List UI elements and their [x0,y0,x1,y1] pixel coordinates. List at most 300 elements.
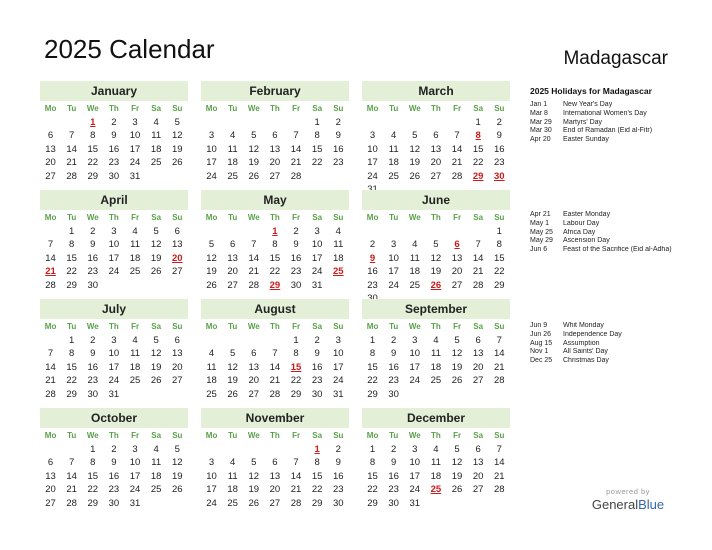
day-cell: 24 [409,484,421,496]
day-cell: 14 [45,361,56,373]
weekday-label: Mo [366,213,379,222]
day-cell: 22 [367,375,378,387]
month-days-grid [40,319,188,401]
day-cell: 16 [388,361,399,373]
weekday-label: Mo [44,104,57,113]
day-cell: 9 [314,348,320,360]
day-cell: 20 [248,375,260,387]
day-cell: 2 [90,335,96,346]
day-cell: 12 [227,361,238,373]
empty-day [447,225,468,238]
day-cell: 5 [153,226,159,237]
day-cell: 25 [150,484,162,496]
weekday-label: Mo [366,322,379,331]
day-cell: 13 [269,143,281,155]
month-december [362,408,510,510]
day-cell: 8 [272,239,278,251]
day-cell: 20 [472,470,484,482]
day-cell: 8 [69,348,75,360]
holiday-day: 1 [90,117,96,128]
day-cell: 2 [496,117,502,128]
day-cell: 14 [45,252,56,264]
empty-day [243,116,264,129]
day-cell: 26 [172,484,183,496]
day-cell: 26 [206,279,217,291]
day-cell: 24 [388,279,399,291]
day-cell: 16 [367,266,378,278]
month-days-grid [201,210,349,292]
day-cell: 24 [108,266,120,278]
weekday-label: Fr [292,213,301,222]
month-days-grid [201,101,349,183]
holiday-date: Mar 8 [530,109,548,117]
month-january [40,81,188,183]
day-cell: 15 [311,143,323,155]
weekday-label: Th [270,431,280,440]
day-cell: 15 [367,470,378,482]
month-days-grid [362,319,510,401]
day-cell: 23 [388,375,399,387]
day-cell: 21 [472,266,484,278]
day-cell: 25 [129,375,141,387]
holiday-name: Labour Day [563,219,600,227]
day-cell: 19 [206,266,217,278]
holidays-title: 2025 Holidays for Madagascar [530,86,652,96]
empty-day [264,443,285,456]
day-cell: 22 [367,484,378,496]
weekday-label: Mo [44,431,57,440]
day-cell: 31 [129,497,141,509]
empty-day [404,225,425,238]
day-cell: 25 [409,279,421,291]
day-cell: 14 [66,143,77,155]
empty-day [201,334,222,347]
day-cell: 26 [248,497,260,509]
weekday-label: Fr [131,322,140,331]
day-cell: 9 [90,239,96,251]
day-cell: 19 [409,157,421,169]
month-title: January [40,81,188,101]
day-cell: 8 [314,457,320,469]
day-cell: 28 [494,375,505,387]
day-cell: 18 [333,252,344,264]
weekday-label: Tu [389,431,399,440]
holiday-row [530,237,705,246]
day-cell: 6 [251,348,257,360]
holiday-name: Martyrs' Day [563,118,603,126]
weekday-label: Su [172,431,183,440]
day-cell: 4 [153,117,159,128]
weekday-label: Sa [151,322,162,331]
day-cell: 25 [150,157,162,169]
empty-day [404,116,425,129]
day-cell: 2 [369,239,376,251]
empty-day [286,116,307,129]
day-cell: 4 [433,444,439,455]
day-cell: 29 [87,497,99,509]
day-cell: 29 [367,388,378,400]
weekday-label: Sa [151,431,162,440]
day-cell: 12 [451,348,463,360]
day-cell: 14 [472,252,484,264]
holiday-row [530,322,705,331]
day-cell: 12 [430,252,442,264]
holiday-date: Nov 1 [530,348,549,356]
day-cell: 19 [227,375,238,387]
day-cell: 11 [409,252,420,264]
day-cell: 10 [388,252,399,264]
day-cell: 30 [311,388,323,400]
day-cell: 28 [290,497,302,509]
day-cell: 29 [87,170,99,182]
holiday-row [530,357,705,366]
day-cell: 12 [150,239,162,251]
day-cell: 1 [369,335,376,346]
weekday-label: Sa [312,104,323,113]
weekday-label: We [247,431,260,440]
day-cell: 13 [45,143,56,155]
day-cell: 11 [151,457,162,469]
day-cell: 15 [66,361,77,373]
day-cell: 11 [151,130,162,142]
day-cell: 31 [333,388,344,400]
day-cell: 1 [69,226,75,237]
day-cell: 27 [430,170,442,182]
day-cell: 21 [290,484,302,496]
weekday-label: Mo [44,322,57,331]
day-cell: 17 [311,252,323,264]
weekday-label: Tu [67,213,77,222]
holiday-day: 29 [472,170,484,182]
day-cell: 26 [451,484,463,496]
month-april [40,190,188,292]
brand-name-blue: Blue [638,497,665,512]
empty-day [383,116,404,129]
day-cell: 7 [454,130,460,142]
month-october [40,408,188,510]
day-cell: 31 [129,170,141,182]
holiday-name: All Saints' Day [563,348,608,356]
day-cell: 25 [227,170,238,182]
holiday-date: Mar 30 [530,127,552,135]
day-cell: 9 [496,130,502,142]
holiday-date: Apr 20 [530,136,551,144]
weekday-label: Th [431,104,441,113]
day-cell: 3 [132,117,138,128]
day-cell: 7 [496,335,502,346]
day-cell: 15 [472,143,484,155]
day-cell: 5 [174,444,180,455]
day-cell: 6 [475,335,481,346]
weekday-label: Tu [389,104,399,113]
day-cell: 2 [314,335,320,346]
day-cell: 2 [391,335,397,346]
day-cell: 5 [174,117,180,128]
day-cell: 3 [111,335,117,346]
holiday-row [530,229,705,238]
day-cell: 20 [45,484,56,496]
month-july [40,299,188,401]
day-cell: 11 [388,143,399,155]
day-cell: 6 [174,335,180,346]
day-cell: 20 [45,157,56,169]
day-cell: 4 [412,239,418,251]
weekday-label: Fr [453,322,462,331]
day-cell: 14 [290,470,302,482]
day-cell: 3 [111,226,117,237]
day-cell: 9 [111,130,117,142]
day-cell: 26 [172,157,183,169]
holiday-row [530,340,705,349]
day-cell: 31 [409,497,421,509]
day-cell: 12 [451,457,463,469]
day-cell: 10 [108,239,120,251]
day-cell: 17 [206,157,217,169]
day-cell: 26 [409,170,421,182]
empty-day [40,225,61,238]
day-cell: 7 [293,457,299,469]
day-cell: 17 [409,470,421,482]
weekday-label: Sa [312,213,323,222]
day-cell: 13 [248,361,260,373]
day-cell: 17 [409,361,421,373]
weekday-label: Tu [228,213,238,222]
weekday-label: Tu [389,322,399,331]
month-november [201,408,349,510]
day-cell: 1 [293,335,299,346]
empty-day [447,116,468,129]
holiday-name: New Year's Day [563,101,613,108]
day-cell: 23 [108,484,120,496]
empty-day [222,116,243,129]
holiday-date: May 25 [530,228,553,236]
day-cell: 24 [333,375,344,387]
holiday-row [530,246,705,255]
day-cell: 28 [45,279,56,291]
day-cell: 12 [172,457,183,469]
day-cell: 28 [66,170,77,182]
month-title: November [201,408,349,428]
day-cell: 1 [369,444,376,455]
day-cell: 19 [430,266,442,278]
month-days-grid [362,210,510,305]
day-cell: 11 [431,457,441,469]
powered-by-text: powered by [606,487,650,496]
day-cell: 13 [451,252,463,264]
empty-day [222,443,243,456]
day-cell: 8 [293,348,299,360]
day-cell: 17 [367,157,378,169]
day-cell: 26 [248,170,260,182]
weekday-label: Fr [131,104,140,113]
month-title: July [40,299,188,319]
day-cell: 10 [108,348,120,360]
day-cell: 3 [208,457,215,469]
weekday-label: Su [333,322,344,331]
month-september [362,299,510,401]
weekday-label: Fr [292,104,301,113]
holiday-row [530,348,705,357]
empty-day [201,443,222,456]
weekday-label: We [86,104,99,113]
day-cell: 28 [472,279,484,291]
day-cell: 12 [150,348,162,360]
weekday-label: Mo [44,213,57,222]
day-cell: 20 [227,266,238,278]
day-cell: 26 [150,375,162,387]
day-cell: 23 [108,157,120,169]
holiday-day: 8 [475,130,481,142]
day-cell: 30 [87,388,99,400]
day-cell: 12 [206,252,217,264]
day-cell: 28 [45,388,56,400]
day-cell: 23 [87,266,99,278]
holiday-list-q2 [530,211,705,255]
holiday-row [530,211,705,220]
month-title: April [40,190,188,210]
day-cell: 30 [108,170,120,182]
empty-day [243,225,264,238]
holiday-row [530,101,705,110]
weekday-label: Fr [453,104,462,113]
weekday-label: Sa [312,322,323,331]
day-cell: 22 [472,157,484,169]
day-cell: 30 [388,388,399,400]
day-cell: 25 [129,266,141,278]
holiday-date: May 1 [530,219,550,227]
day-cell: 1 [475,117,481,128]
day-cell: 27 [172,266,183,278]
holiday-name: International Women's Day [563,109,647,117]
weekday-label: Sa [473,104,484,113]
day-cell: 5 [251,130,257,142]
day-cell: 16 [87,361,99,373]
weekday-label: Tu [67,431,77,440]
day-cell: 6 [272,457,278,469]
empty-day [222,225,243,238]
day-cell: 20 [269,484,281,496]
day-cell: 21 [494,470,505,482]
day-cell: 6 [47,130,54,142]
day-cell: 9 [335,130,341,142]
day-cell: 2 [335,444,341,455]
weekday-label: Su [172,104,183,113]
day-cell: 18 [430,361,442,373]
month-days-grid [201,428,349,510]
weekday-label: Fr [292,431,301,440]
day-cell: 23 [333,484,344,496]
day-cell: 19 [172,143,183,155]
holiday-name: Christmas Day [563,357,609,365]
day-cell: 15 [269,252,281,264]
day-cell: 21 [494,361,505,373]
day-cell: 27 [172,375,183,387]
day-cell: 29 [367,497,378,509]
day-cell: 5 [433,239,439,251]
weekday-label: Th [109,431,119,440]
day-cell: 22 [494,266,505,278]
weekday-label: We [408,104,421,113]
day-cell: 24 [129,484,141,496]
holiday-row [530,119,705,128]
day-cell: 22 [311,157,323,169]
day-cell: 24 [409,375,421,387]
weekday-label: We [86,322,99,331]
month-title: May [201,190,349,210]
holiday-date: Aug 15 [530,339,553,347]
holiday-name: Assumption [563,339,600,347]
month-may [201,190,349,292]
day-cell: 18 [129,252,141,264]
weekday-label: We [247,213,260,222]
country-name: Madagascar [563,48,668,69]
weekday-label: Th [431,322,441,331]
day-cell: 5 [454,335,460,346]
day-cell: 4 [132,335,138,346]
empty-day [286,443,307,456]
day-cell: 19 [150,252,162,264]
day-cell: 9 [111,457,117,469]
weekday-label: Th [431,213,441,222]
day-cell: 4 [132,226,138,237]
weekday-label: Su [494,431,505,440]
weekday-label: Mo [366,104,379,113]
weekday-label: We [86,431,99,440]
holiday-name: Ascension Day [563,237,610,245]
day-cell: 15 [66,252,77,264]
day-cell: 13 [430,143,442,155]
day-cell: 25 [206,388,217,400]
day-cell: 27 [227,279,238,291]
day-cell: 22 [290,375,302,387]
day-cell: 17 [108,252,120,264]
month-june [362,190,510,305]
weekday-label: We [408,322,421,331]
day-cell: 23 [333,157,344,169]
day-cell: 16 [388,470,399,482]
day-cell: 11 [431,348,441,360]
day-cell: 21 [248,266,260,278]
day-cell: 7 [475,239,481,251]
day-cell: 1 [90,444,96,455]
holiday-name: End of Ramadan (Eid al-Fitr) [563,127,653,135]
day-cell: 23 [388,484,399,496]
day-cell: 8 [69,239,75,251]
day-cell: 3 [314,226,320,237]
day-cell: 11 [130,348,140,360]
empty-day [201,116,222,129]
day-cell: 24 [108,375,120,387]
holiday-day: 1 [272,226,278,237]
holiday-row [530,331,705,340]
day-cell: 27 [248,388,260,400]
day-cell: 25 [430,375,442,387]
month-august [201,299,349,401]
holiday-row [530,127,705,136]
day-cell: 10 [206,143,217,155]
month-title: March [362,81,510,101]
weekday-label: We [86,213,99,222]
day-cell: 27 [472,484,484,496]
day-cell: 7 [293,130,299,142]
weekday-label: Th [270,213,280,222]
day-cell: 21 [451,157,463,169]
day-cell: 20 [472,361,484,373]
weekday-label: Fr [131,213,140,222]
month-days-grid [362,101,510,196]
weekday-label: Mo [205,431,218,440]
holiday-list-q1 [530,86,705,145]
